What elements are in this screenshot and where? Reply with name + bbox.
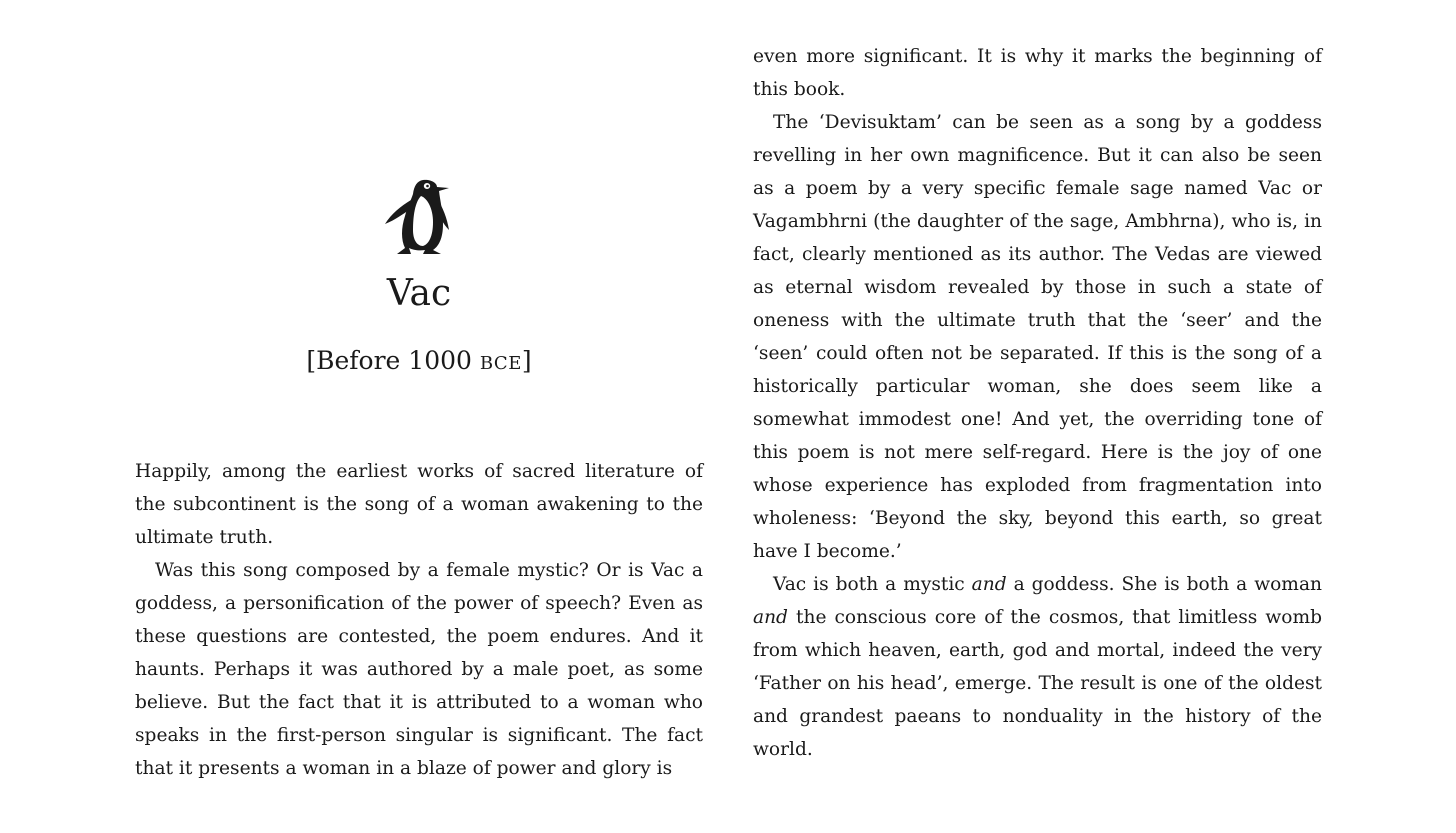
- chapter-title: Vac: [386, 273, 452, 314]
- text-run: Vac is both a mystic: [773, 574, 972, 595]
- chapter-date-prefix: [Before 1000: [306, 346, 480, 375]
- chapter-date-suffix: ]: [521, 346, 532, 375]
- text-run: a goddess. She is both a woman: [1006, 574, 1323, 595]
- left-page: [135, 0, 703, 833]
- penguin-icon: [383, 174, 455, 256]
- left-body-text: [135, 455, 703, 785]
- paragraph: even more significant. It is why it marks the beginning of this book.: [753, 46, 1322, 100]
- text-run: the conscious core of the cosmos, that limitless womb from which heaven, earth, god and mortal, indeed the very ‘Father on his head’, emerge. The result is one of the oldest and grandest paeans to nonduality in the history of the world.: [753, 607, 1322, 760]
- chapter-date: [135, 344, 703, 378]
- emphasis: and: [971, 574, 1007, 595]
- paragraph: Was this song composed by a female mystic? Or is Vac a goddess, a personification of the power of speech? Even as these questions are contested, the poem endures. And it haunts. Perhaps it was authored by a male poet, as some believe. But the fact that it is attributed to a woman who speaks in the first-person singular is significant. The fact that it presents a woman in a blaze of power and glory is: [135, 560, 703, 779]
- paragraph: [753, 568, 1322, 766]
- right-page: [753, 0, 1322, 833]
- right-body-text: [753, 40, 1322, 766]
- paragraph: The ‘Devisuktam’ can be seen as a song by a goddess revelling in her own magnificence. But it can also be seen as a poem by a very specific female sage named Vac or Vagambhrni (the daughter of the sage, Ambhrna), who is, in fact, clearly mentioned as its author. The Vedas are viewed as eternal wisdom revealed by those in such a state of oneness with the ultimate truth that the ‘seer’ and the ‘seen’ could often not be separated. If this is the song of a historically particular woman, she does seem like a somewhat immodest one! And yet, the overriding tone of this poem is not mere self-regard. Here is the joy of one whose experience has exploded from fragmentation into wholeness: ‘Beyond the sky, beyond this earth, so great have I become.’: [753, 112, 1322, 562]
- emphasis: and: [753, 607, 788, 628]
- chapter-date-era: bce: [479, 346, 522, 375]
- paragraph: Happily, among the earliest works of sacred literature of the subcontinent is the song of a woman awakening to the ultimate truth.: [135, 461, 703, 548]
